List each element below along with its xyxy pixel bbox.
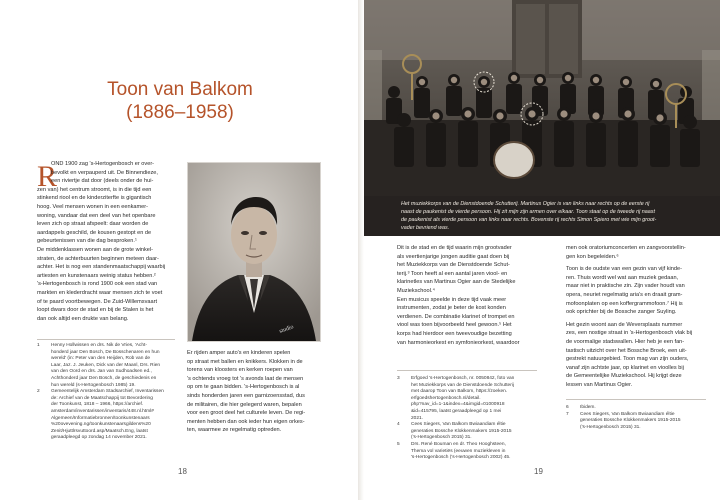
footnote-line: Algemeen/Informatiebronnen/toonkunstenaars bbox=[51, 415, 150, 421]
footnote-number: 2 bbox=[37, 389, 40, 395]
text-line: gestrekt natuurgebied. Toon mag van zijn ouders, bbox=[566, 356, 689, 363]
footnote bbox=[566, 405, 716, 412]
footnote-line: generaties Bossche Klokkenmakers 1915-2015 bbox=[580, 418, 681, 424]
footnote-rule bbox=[566, 399, 706, 400]
footnote-line: geraadpleegd op zondag 14 november 2021. bbox=[51, 435, 147, 441]
text-line: of te paard voortbewegen. De Zuid-Willemsvaart bbox=[37, 298, 158, 305]
bass-drum bbox=[494, 142, 534, 178]
footnote bbox=[397, 376, 545, 422]
text-line: Er rijden amper auto's en kinderen spelen bbox=[187, 350, 291, 356]
right-footnotes-b bbox=[566, 405, 716, 431]
text-line: sinds honderden jaren een garnizoensstad, dus bbox=[187, 392, 305, 399]
text-line: instrumenten, zodat je beter de kost konden bbox=[397, 305, 506, 312]
text-line: markten en klederdracht waar mensen zich te voet bbox=[37, 289, 163, 296]
footnote-number: 5 bbox=[397, 441, 400, 447]
chapter-title bbox=[60, 78, 300, 124]
footnote-line: Gemeentelijk Amsterdam Stadsarchief, Inventarissen bbox=[51, 389, 164, 395]
text-line: men ook oratoriumconcerten en zangvoorstellin- bbox=[566, 245, 686, 251]
footnote-line: wereld' (in: Peter van den Heijden, Rob van de bbox=[51, 356, 151, 362]
text-line: mofoonplaten op een koffergrammofoon.⁷ Hij is bbox=[566, 300, 683, 307]
footnote-line: amsterdam/inventarissen/inventaris/448.nl.html# bbox=[51, 408, 154, 414]
text-line: de voormalige stadswallen. Hier heb je een fan- bbox=[566, 338, 685, 345]
footnote-line: 's-Hertogenbosch ('s-Hertogenbosch 2002) 45. bbox=[411, 455, 511, 461]
left-text-column bbox=[37, 160, 175, 323]
text-line: tastisch uitzicht over het Bossche Broek, een uit- bbox=[566, 347, 687, 354]
text-line: Toon is de oudste van een gezin van vijf kinde- bbox=[566, 266, 682, 273]
portrait-image bbox=[188, 163, 320, 341]
footnote bbox=[37, 389, 177, 442]
footnote-line: %20ovevening.ng/toonkunstenaarsgildens%20 bbox=[51, 422, 151, 428]
text-line: hoog. Veel mensen wonen in een eenkamer- bbox=[37, 203, 149, 210]
page-number-left: 18 bbox=[178, 467, 187, 476]
text-line: viool was toen bijvoorbeeld heel gewoon.⁵ Het bbox=[397, 322, 512, 329]
text-line: woning, vandaar dat een deel van het openbare bbox=[37, 212, 156, 219]
text-line: korps had hierdoor een tweevoudige bezetting bbox=[397, 330, 512, 337]
text-line: 's-Hertogenbosch is rond 1900 ook een stad van bbox=[37, 281, 158, 288]
footnote-line: hun wereld (s-Hertogenbosch 1985) 19. bbox=[51, 382, 136, 388]
text-line: op om te gaan bidden. 's-Hertogenbosch is al bbox=[187, 384, 300, 391]
title-name: Toon van Balkom bbox=[107, 79, 253, 100]
text-line: vanaf zijn achtste jaar, op klarinet en vioolles bij bbox=[566, 364, 684, 371]
text-line: De middenklassen wonen aan de grote winkel- bbox=[37, 246, 153, 253]
band-photo bbox=[364, 0, 720, 196]
text-line: maar niet in praktische zin. Zijn vader houdt van bbox=[566, 283, 685, 290]
text-line: als veertienjarige jongen auditie gaat doen bij bbox=[397, 253, 510, 260]
footnote-line: php?nav_id=1-1&index=4&imgid=01000918 bbox=[411, 402, 505, 408]
text-line: ook oprichter bij de Bossche zanger Suyling. bbox=[566, 309, 677, 316]
text-line: zen van) het centrum stroomt, is in die tijd een bbox=[37, 186, 152, 193]
text-line: Het gezin woont aan de Weversplaats nummer bbox=[566, 321, 683, 328]
footnote-rule bbox=[397, 370, 537, 371]
text-line: torens van kloosters en kerken roepen van bbox=[187, 367, 293, 374]
band-photo-image bbox=[364, 0, 720, 196]
text-line: zes, een nostige straat in 's-Hertogenbosch vlak bij bbox=[566, 330, 693, 337]
text-line: loopt dwars door de stad en bij de Stalen is het bbox=[37, 307, 154, 314]
footnote-line: erfgoedshertogenbosch.nl/detail. bbox=[411, 395, 481, 401]
drop-cap: R bbox=[37, 160, 58, 193]
footnote bbox=[397, 442, 545, 462]
text-line: dan ook altijd een drukte van belang. bbox=[37, 315, 129, 322]
text-line: ren. Thuis wordt wel wat aan muziek gedaan, bbox=[566, 274, 679, 281]
footnote-line: ('s-Hertogenbosch 2015) 31. bbox=[580, 424, 641, 430]
footnote-line: met daarop Toon van Balkom, https://zoeken. bbox=[411, 389, 508, 395]
footnote-line: Drs. René Bouman en dr. Theo Hooghsteen, bbox=[411, 441, 506, 447]
footnote-line: Ibidem. bbox=[580, 405, 596, 410]
photo-caption bbox=[364, 196, 720, 236]
text-line: klarinetles van Martinus Ogier aan de Stedelijke bbox=[397, 279, 516, 286]
caption-line: vader bevriend was. bbox=[401, 225, 450, 231]
portrait-photo bbox=[187, 162, 321, 342]
text-line: bevolkt en verpauperd uit. De Binnendieze, bbox=[51, 169, 158, 176]
text-line: de Gemeentelijke Muziekschool. Hij krijgt deze bbox=[566, 373, 682, 380]
text-line: voor een groot deel het culturele leven. De regi- bbox=[187, 410, 306, 417]
footnote bbox=[37, 343, 177, 389]
left-footnotes bbox=[37, 343, 177, 442]
footnote-line: Cees Siegers, Van Balkom Bwiaandiam éltie bbox=[580, 411, 675, 417]
footnote-number: 6 bbox=[566, 405, 569, 410]
text-line: aardappels geschild, de kousen gestopt en de bbox=[37, 229, 152, 236]
footnote-number: 3 bbox=[397, 376, 400, 381]
text-line: ten, waarmee ze regelmatig optreden. bbox=[187, 427, 282, 434]
text-line: Dit is de stad en de tijd waarin mijn grootvader bbox=[397, 245, 512, 251]
text-line: leven zich op straat afspeelt: daar worden de bbox=[37, 221, 149, 228]
text-line: opera, neuriet regelmatig aria's en draait gram- bbox=[566, 291, 683, 298]
text-line: verdienen. De combinatie klarinet of trompet en bbox=[397, 313, 515, 320]
text-line: het Muziekkorps van de Dienstdoende Schut- bbox=[397, 262, 510, 269]
footnote-line: van den Oord en drs. Jan van Sudhoadsen ed., bbox=[51, 369, 152, 375]
caption-line: Het muziekkorps van de Dienstdoende Schutterij. Martinus Ogier is van links naar rechts op de eerste rij bbox=[401, 201, 650, 207]
text-line: stinkend riool en de kinderziterfte is gigantisch bbox=[37, 195, 152, 202]
text-line: OND 1900 zag 's-Hertogenbosch er over- bbox=[51, 161, 155, 167]
right-footnotes-a bbox=[397, 376, 545, 462]
text-line: Een musicus speelde in deze tijd vaak meer bbox=[397, 296, 507, 303]
footnote-line: Cees Siegers, Van Balkom Bwiaandiam éltie bbox=[411, 422, 506, 428]
text-line: een riviertje dat door (deels onder de hui- bbox=[51, 178, 154, 185]
footnote-line: Achthonderd jaar Den Bosch, de geschiedenis en bbox=[51, 375, 157, 381]
footnote-line: Thema vol varietiës (eeuwen muziekleven in bbox=[411, 448, 506, 454]
text-line: lessen van Martinus Ogier. bbox=[566, 381, 633, 388]
right-text-column-b bbox=[566, 244, 708, 390]
footnote-line: ('s-Hertogenbosch 2015) 31. bbox=[411, 435, 472, 441]
text-line: Muziekschool.⁴ bbox=[397, 287, 435, 294]
footnote-number: 4 bbox=[397, 422, 400, 428]
svg-text:studio: studio bbox=[278, 324, 295, 335]
footnote-line: honderd jaar Den Bosch, De Bosschenaren en hun bbox=[51, 349, 160, 355]
text-line: de militairen, die hier gelegerd waren, bepalen bbox=[187, 401, 302, 408]
text-line: 's ochtends vroeg tot 's avonds laat de mensen bbox=[187, 375, 304, 382]
text-line: terij.³ Toon heeft al een aantal jaren viool- en bbox=[397, 270, 508, 277]
footnote-line: &id=415795, laatst geraadpleegd op 1 mei bbox=[411, 408, 502, 414]
footnote-number: 1 bbox=[37, 343, 40, 348]
text-line: op straat met ballen en knikkers. Klokken in de bbox=[187, 358, 303, 365]
title-years: (1886–1958) bbox=[126, 102, 234, 123]
footnote-line: Henny Hollwissen en drs. Nik de Vries, 'Acht- bbox=[51, 343, 147, 348]
footnote-line: het Muziekkorps van de Dienstdoende Schutterij bbox=[411, 382, 514, 388]
footnote-line: der Toonkunst, 1818 – 1966, https://archief. bbox=[51, 402, 144, 408]
caption-line: de paukenist als vierde persoon van links naar rechts. Bovenste rij rechts Simon Spiero met wie mijn groot- bbox=[401, 217, 657, 223]
footnote bbox=[397, 422, 545, 442]
text-line: achter. Het is nog een standenmaatschappij waarbij bbox=[37, 264, 166, 271]
right-text-column-a bbox=[397, 244, 539, 347]
text-line: menten hebben dan ook ieder hun eigen orkes- bbox=[187, 418, 305, 425]
footnote-line: Zenit/Hjuttlrsvuttoord.asp/Maatsch.Eng, laatst bbox=[51, 428, 148, 434]
text-line: gebeurtenissen van die dag besproken.¹ bbox=[37, 238, 137, 245]
footnote-line: generaties Bossche Klokkenmakers 1915-2015 bbox=[411, 428, 512, 434]
caption-line: naast de paukenist de vierde persoon. Hij zit mijn zijn armen over elkaar. Toon staat op de tweede rij naast bbox=[401, 209, 655, 215]
footnote bbox=[566, 412, 716, 432]
mid-text-column bbox=[187, 349, 327, 435]
text-line: van harmonieorkest en symfonieorkest, waardoor bbox=[397, 339, 520, 346]
footnote-number: 7 bbox=[566, 411, 569, 417]
text-line: artiesten en kunstenaars weinig status hebben.² bbox=[37, 272, 156, 279]
footnote-line: Laar, Jaz. J. Jeuken, Dick van der Maanl, Drs. Rien bbox=[51, 362, 161, 368]
text-line: straten, de achterbuurten beginnen meteen daar- bbox=[37, 255, 159, 262]
footnote-line: 2021. bbox=[411, 415, 424, 421]
page-number-right: 19 bbox=[534, 467, 543, 476]
footnote-line: Erfgoed 's-Hertogenbosch, nr. 0050842, foto van bbox=[411, 376, 515, 381]
text-line: gen kon begeleiden.⁶ bbox=[566, 253, 619, 260]
footnote-rule bbox=[37, 339, 175, 340]
footnote-line: de: Archief van de Maatschappij tot Bevordering bbox=[51, 395, 153, 401]
